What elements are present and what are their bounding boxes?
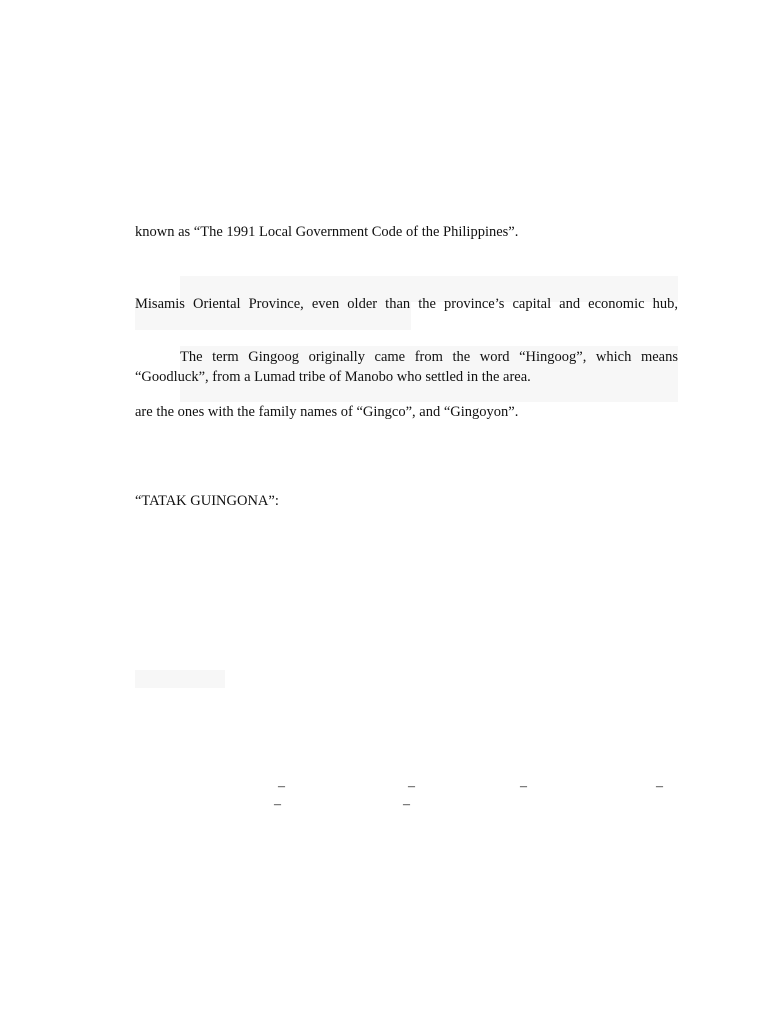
- text-line: [135, 294, 678, 314]
- paragraph-line: “Goodluck”, from a Lumad tribe of Manobo who settled in the area.: [135, 369, 531, 385]
- dash-mark: –: [403, 797, 410, 812]
- paragraph: [135, 347, 678, 387]
- dash-mark: –: [656, 779, 663, 794]
- text-line-content: Misamis Oriental Province, even older than the province’s capital and economic hub,: [135, 296, 678, 312]
- dash-mark: –: [278, 779, 285, 794]
- dash-mark: –: [408, 779, 415, 794]
- paragraph-line: [135, 347, 678, 367]
- text-line: are the ones with the family names of “Gingco”, and “Gingoyon”.: [135, 404, 519, 420]
- text-line: known as “The 1991 Local Government Code of the Philippines”.: [135, 224, 519, 240]
- shaded-region: [135, 670, 225, 688]
- section-heading: “TATAK GUINGONA”:: [135, 493, 279, 509]
- dash-mark: –: [274, 797, 281, 812]
- paragraph-line-text: The term Gingoog originally came from the word “Hingoog”, which means: [180, 349, 678, 365]
- dash-mark: –: [520, 779, 527, 794]
